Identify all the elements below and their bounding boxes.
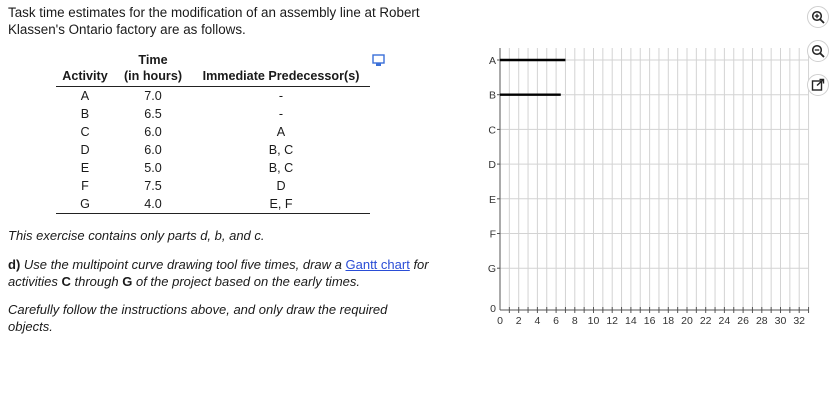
predecessor-cell: D: [276, 179, 286, 193]
task-table: [56, 52, 370, 214]
copy-table-icon[interactable]: [372, 53, 386, 67]
careful-note: Carefully follow the instructions above, and only draw the required objects.: [8, 302, 388, 334]
x-tick-label: 16: [643, 315, 656, 327]
x-tick-label: 0: [497, 315, 503, 327]
x-tick-label: 14: [625, 315, 637, 327]
predecessor-header: Immediate Predecessor(s): [192, 68, 370, 87]
x-tick-label: 6: [553, 315, 560, 327]
x-tick-label: 2: [515, 315, 522, 327]
category-label: B: [488, 89, 496, 102]
x-tick-label: 4: [534, 315, 541, 327]
x-tick-label: 22: [699, 315, 712, 327]
tool-name: multipoint curve drawing tool: [72, 257, 238, 272]
x-tick-label: 8: [571, 315, 578, 327]
activity-header: Activity: [56, 68, 114, 87]
x-tick-label: 20: [681, 315, 693, 327]
table-row: [56, 195, 370, 214]
instr-end: of the project based on the early times.: [135, 274, 360, 289]
time-cell: 6.5: [144, 107, 162, 121]
predecessor-cell: B, C: [268, 161, 294, 175]
category-label: D: [488, 159, 496, 172]
table-row: [56, 123, 370, 141]
category-labels: [488, 55, 497, 315]
instr-through: through: [74, 274, 119, 289]
zoom-out-button[interactable]: [807, 40, 829, 62]
parts-note: This exercise contains only parts d, b, and c.: [8, 228, 265, 243]
time-cell: 7.0: [144, 89, 162, 103]
predecessor-cell: -: [278, 89, 284, 103]
predecessor-cell: E, F: [192, 195, 370, 214]
x-tick-label: 32: [793, 315, 806, 327]
category-label: C: [488, 124, 496, 137]
activity-cell: C: [80, 125, 90, 139]
time-header: Time: [138, 53, 168, 67]
part-d-instructions: [8, 256, 448, 290]
category-label: E: [488, 193, 496, 206]
gantt-chart[interactable]: [470, 40, 810, 340]
x-tick-label: 18: [662, 315, 675, 327]
zoom-in-button[interactable]: [807, 6, 829, 28]
x-tick-labels: [497, 315, 805, 327]
origin-label: 0: [490, 303, 496, 315]
x-tick-label: 26: [737, 315, 749, 327]
x-tick-label: 30: [774, 315, 787, 327]
instr-for: for activities: [8, 257, 429, 289]
popout-button[interactable]: [807, 74, 829, 96]
predecessor-cell: B, C: [268, 143, 294, 157]
table-row: [56, 141, 370, 159]
from-activity: C: [61, 274, 71, 289]
time-cell: 4.0: [114, 195, 192, 214]
predecessor-cell: A: [276, 125, 286, 139]
part-d-label: d): [8, 257, 21, 272]
instr-mid: five times, draw a: [240, 257, 342, 272]
table-row: [56, 159, 370, 177]
category-label: G: [487, 263, 496, 276]
x-tick-label: 24: [718, 315, 731, 327]
table-row: [56, 87, 370, 106]
activity-cell: F: [81, 179, 89, 193]
time-cell: 6.0: [144, 143, 162, 157]
activity-cell: E: [80, 161, 90, 175]
time-cell: 5.0: [144, 161, 162, 175]
gantt-chart-link[interactable]: Gantt chart: [345, 257, 410, 272]
predecessor-cell: -: [278, 107, 284, 121]
zoom-out-icon: [811, 44, 825, 58]
activity-cell: A: [80, 89, 90, 103]
time-unit-header: (in hours): [114, 68, 192, 87]
to-activity: G: [122, 274, 133, 289]
activity-cell: B: [80, 107, 90, 121]
chart-grid: [500, 48, 809, 310]
table-row: [56, 105, 370, 123]
activity-cell: D: [80, 143, 90, 157]
activity-cell: G: [56, 195, 114, 214]
time-cell: 7.5: [144, 179, 162, 193]
intro-text: Task time estimates for the modification of an assembly line at Robert Klassen's Ontario factory are as follows.: [8, 5, 420, 37]
instr-use: Use the: [23, 257, 69, 272]
category-label: A: [488, 55, 496, 67]
x-tick-label: 10: [587, 315, 600, 327]
table-row: [56, 177, 370, 195]
time-cell: 6.0: [144, 125, 162, 139]
category-label: F: [489, 228, 496, 241]
x-tick-label: 12: [606, 315, 619, 327]
x-tick-label: 28: [755, 315, 768, 327]
zoom-in-icon: [811, 10, 825, 24]
popout-icon: [811, 78, 825, 92]
